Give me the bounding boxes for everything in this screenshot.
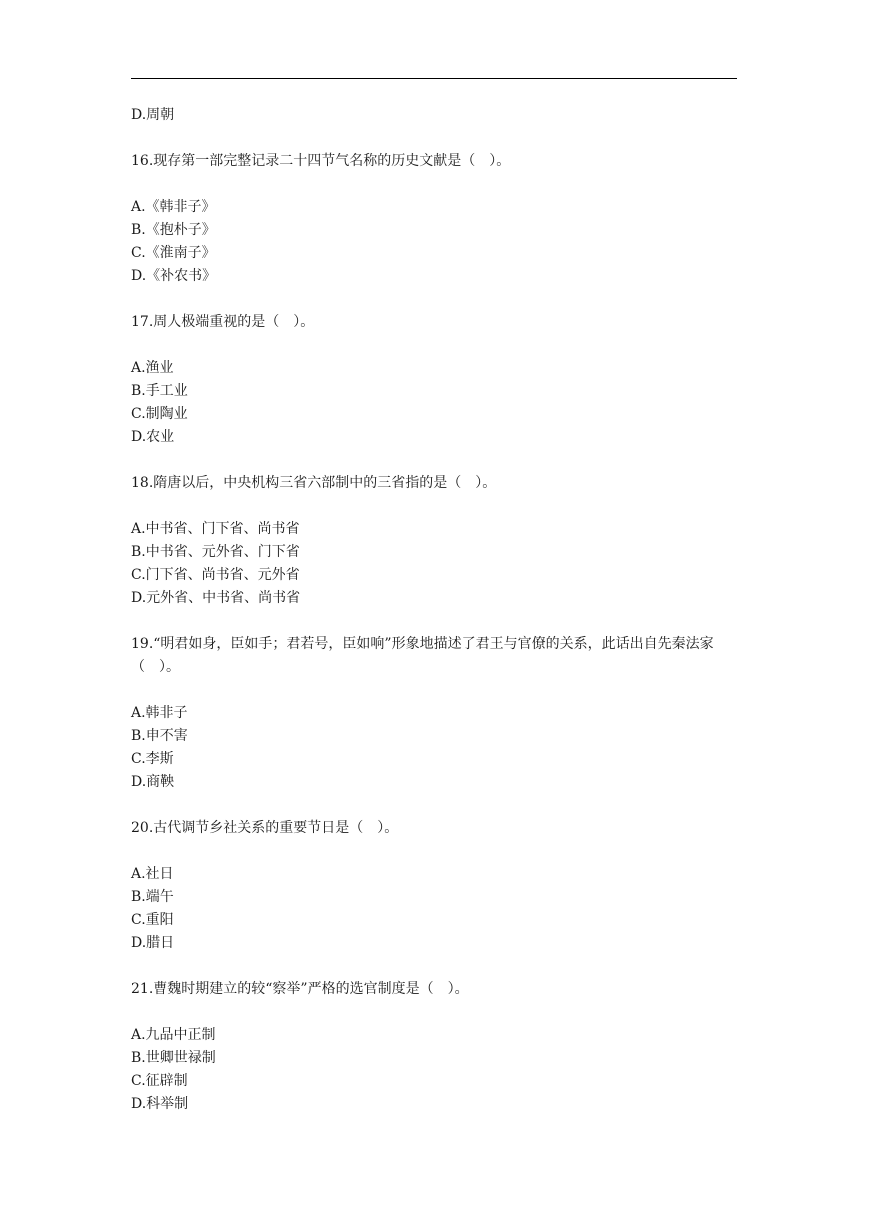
option-d: D.商鞅 <box>131 774 175 790</box>
question-text: 20.古代调节乡社关系的重要节日是（ ）。 <box>131 820 399 836</box>
question-text: 21.曹魏时期建立的较“察举”严格的选官制度是（ ）。 <box>131 981 469 997</box>
option-c: C.征辟制 <box>131 1073 188 1089</box>
option-c: C.《淮南子》 <box>131 245 216 261</box>
question-18 <box>131 472 741 610</box>
option-b: B.《抱朴子》 <box>131 222 216 238</box>
option-b: B.世卿世禄制 <box>131 1050 216 1066</box>
option-d: D.《补农书》 <box>131 268 217 284</box>
option-b: B.端午 <box>131 889 174 905</box>
question-21 <box>131 978 741 1116</box>
option-b: B.手工业 <box>131 383 188 399</box>
question-20 <box>131 817 741 955</box>
option-d: D.农业 <box>131 429 175 445</box>
option-a: A.中书省、门下省、尚书省 <box>131 521 300 537</box>
question-text: 19.“明君如身，臣如手；君若号，臣如响”形象地描述了君王与官僚的关系，此话出自先秦法家（ ）。 <box>131 636 714 675</box>
question-17 <box>131 311 741 449</box>
option-c: C.门下省、尚书省、元外省 <box>131 567 300 583</box>
question-text: 18.隋唐以后，中央机构三省六部制中的三省指的是（ ）。 <box>131 475 497 491</box>
option-a: A.社日 <box>131 866 174 882</box>
option-a: A.韩非子 <box>131 705 188 721</box>
header-rule <box>131 78 737 79</box>
question-text: 17.周人极端重视的是（ ）。 <box>131 314 315 330</box>
option-b: B.申不害 <box>131 728 188 744</box>
document-body <box>131 104 741 1116</box>
option-a: A.渔业 <box>131 360 174 376</box>
option-a: A.《韩非子》 <box>131 199 216 215</box>
option-c: C.制陶业 <box>131 406 188 422</box>
option-d: D.周朝 <box>131 107 175 123</box>
option-d: D.元外省、中书省、尚书省 <box>131 590 301 606</box>
option-d: D.腊日 <box>131 935 175 951</box>
option-c: C.李斯 <box>131 751 174 767</box>
question-19 <box>131 633 741 794</box>
question-text: 16.现存第一部完整记录二十四节气名称的历史文献是（ ）。 <box>131 153 511 169</box>
option-d: D.科举制 <box>131 1096 189 1112</box>
question-16 <box>131 150 741 288</box>
option-c: C.重阳 <box>131 912 174 928</box>
option-a: A.九品中正制 <box>131 1027 216 1043</box>
option-b: B.中书省、元外省、门下省 <box>131 544 300 560</box>
